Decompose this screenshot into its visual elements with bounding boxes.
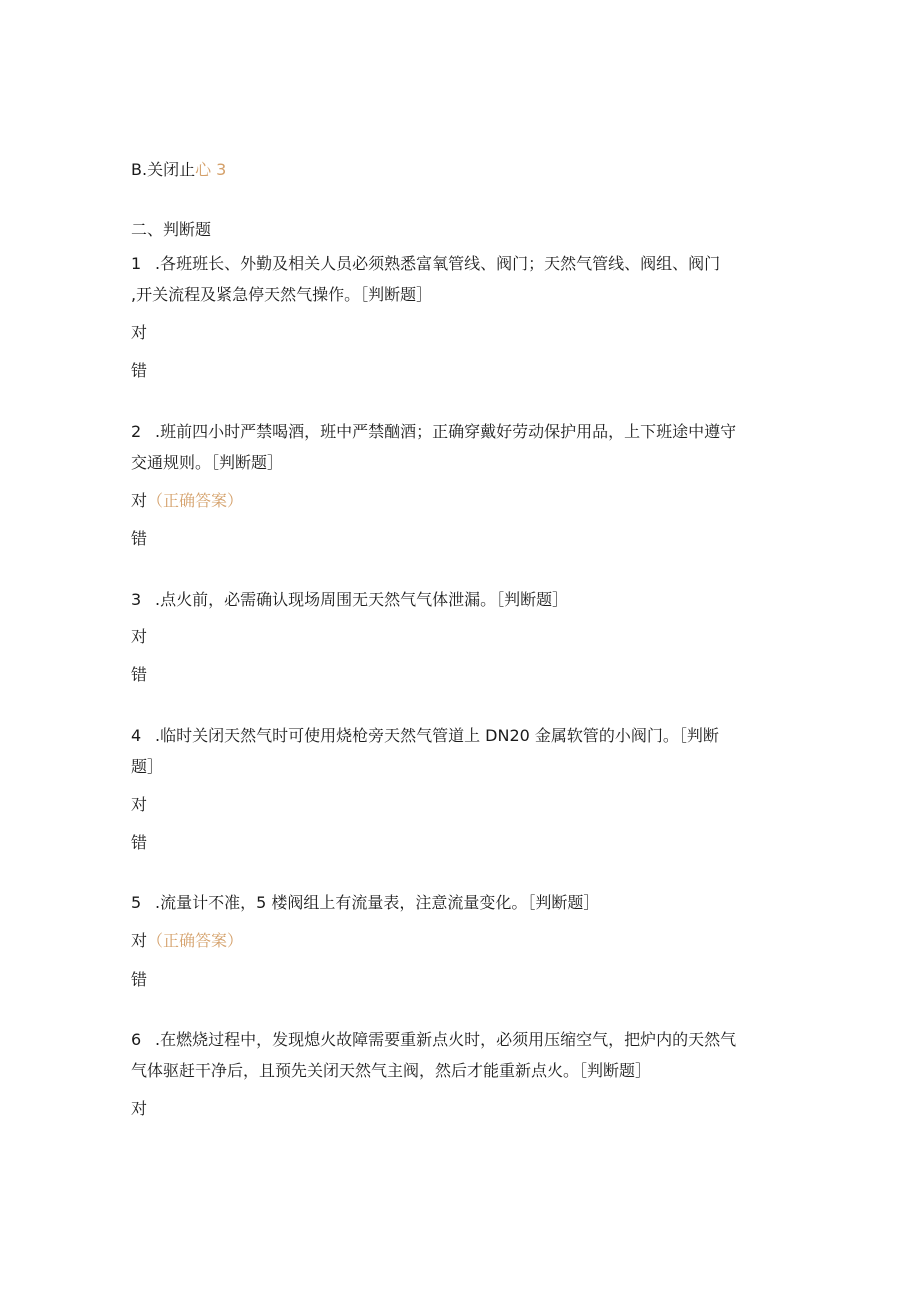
question-5-option-false[interactable]: 错 xyxy=(131,970,148,989)
question-4-line-1 xyxy=(131,726,719,746)
question-3-text-line-1: .点火前，必需确认现场周围无天然气气体泄漏。［判断题］ xyxy=(155,590,569,609)
question-2-text-line-2: 交通规则。［判断题］ xyxy=(131,453,284,472)
question-1-option-false[interactable]: 错 xyxy=(131,361,148,380)
question-1-line-1 xyxy=(131,254,720,274)
question-2-text-line-1: .班前四小时严禁喝酒，班中严禁酗酒；正确穿戴好劳动保护用品，上下班途中遵守 xyxy=(155,422,737,441)
question-3-option-true[interactable]: 对 xyxy=(131,627,148,646)
question-1-number: 1 xyxy=(131,254,142,273)
question-5-number: 5 xyxy=(131,893,142,912)
question-2-line-1 xyxy=(131,422,736,442)
correct-answer-mark: （正确答案） xyxy=(147,491,244,510)
question-1-text-line-1: .各班班长、外勤及相关人员必须熟悉富氧管线、阀门；天然气管线、阀组、阀门 xyxy=(155,254,721,273)
question-3-line-1 xyxy=(131,590,568,610)
question-4-option-false[interactable]: 错 xyxy=(131,833,148,852)
question-4-text-line-2: 题］ xyxy=(131,757,164,776)
question-4-text-line-1: .临时关闭天然气时可使用烧枪旁天然气管道上 DN20 金属软管的小阀门。［判断 xyxy=(155,726,719,745)
option-b-accent-text: 心 3 xyxy=(195,160,227,179)
question-3-number: 3 xyxy=(131,590,142,609)
question-6-number: 6 xyxy=(131,1030,142,1049)
option-b-text: B.关闭止 xyxy=(131,160,196,179)
question-4-number: 4 xyxy=(131,726,142,745)
prev-question-option-b xyxy=(131,160,226,180)
question-6-text-line-1: .在燃烧过程中，发现熄火故障需要重新点火时，必须用压缩空气，把炉内的天然气 xyxy=(155,1030,737,1049)
question-2-option-true[interactable] xyxy=(131,491,243,511)
question-1-option-true[interactable]: 对 xyxy=(131,323,148,342)
question-6-option-true[interactable]: 对 xyxy=(131,1099,148,1118)
correct-answer-mark: （正确答案） xyxy=(147,931,244,950)
question-6-line-1 xyxy=(131,1030,736,1050)
question-2-option-false[interactable]: 错 xyxy=(131,529,148,548)
question-3-option-false[interactable]: 错 xyxy=(131,665,148,684)
question-5-line-1 xyxy=(131,893,599,913)
question-5-option-true[interactable] xyxy=(131,931,243,951)
question-5-option-true-label: 对 xyxy=(131,931,148,950)
question-2-option-true-label: 对 xyxy=(131,491,148,510)
section-title: 二、判断题 xyxy=(131,220,212,239)
question-2-number: 2 xyxy=(131,422,142,441)
question-6-text-line-2: 气体驱赶干净后，且预先关闭天然气主阀，然后才能重新点火。［判断题］ xyxy=(131,1061,652,1080)
question-5-text-line-1: .流量计不准，5 楼阀组上有流量表，注意流量变化。［判断题］ xyxy=(155,893,600,912)
question-4-option-true[interactable]: 对 xyxy=(131,795,148,814)
question-1-text-line-2: ,开关流程及紧急停天然气操作。［判断题］ xyxy=(131,285,433,304)
